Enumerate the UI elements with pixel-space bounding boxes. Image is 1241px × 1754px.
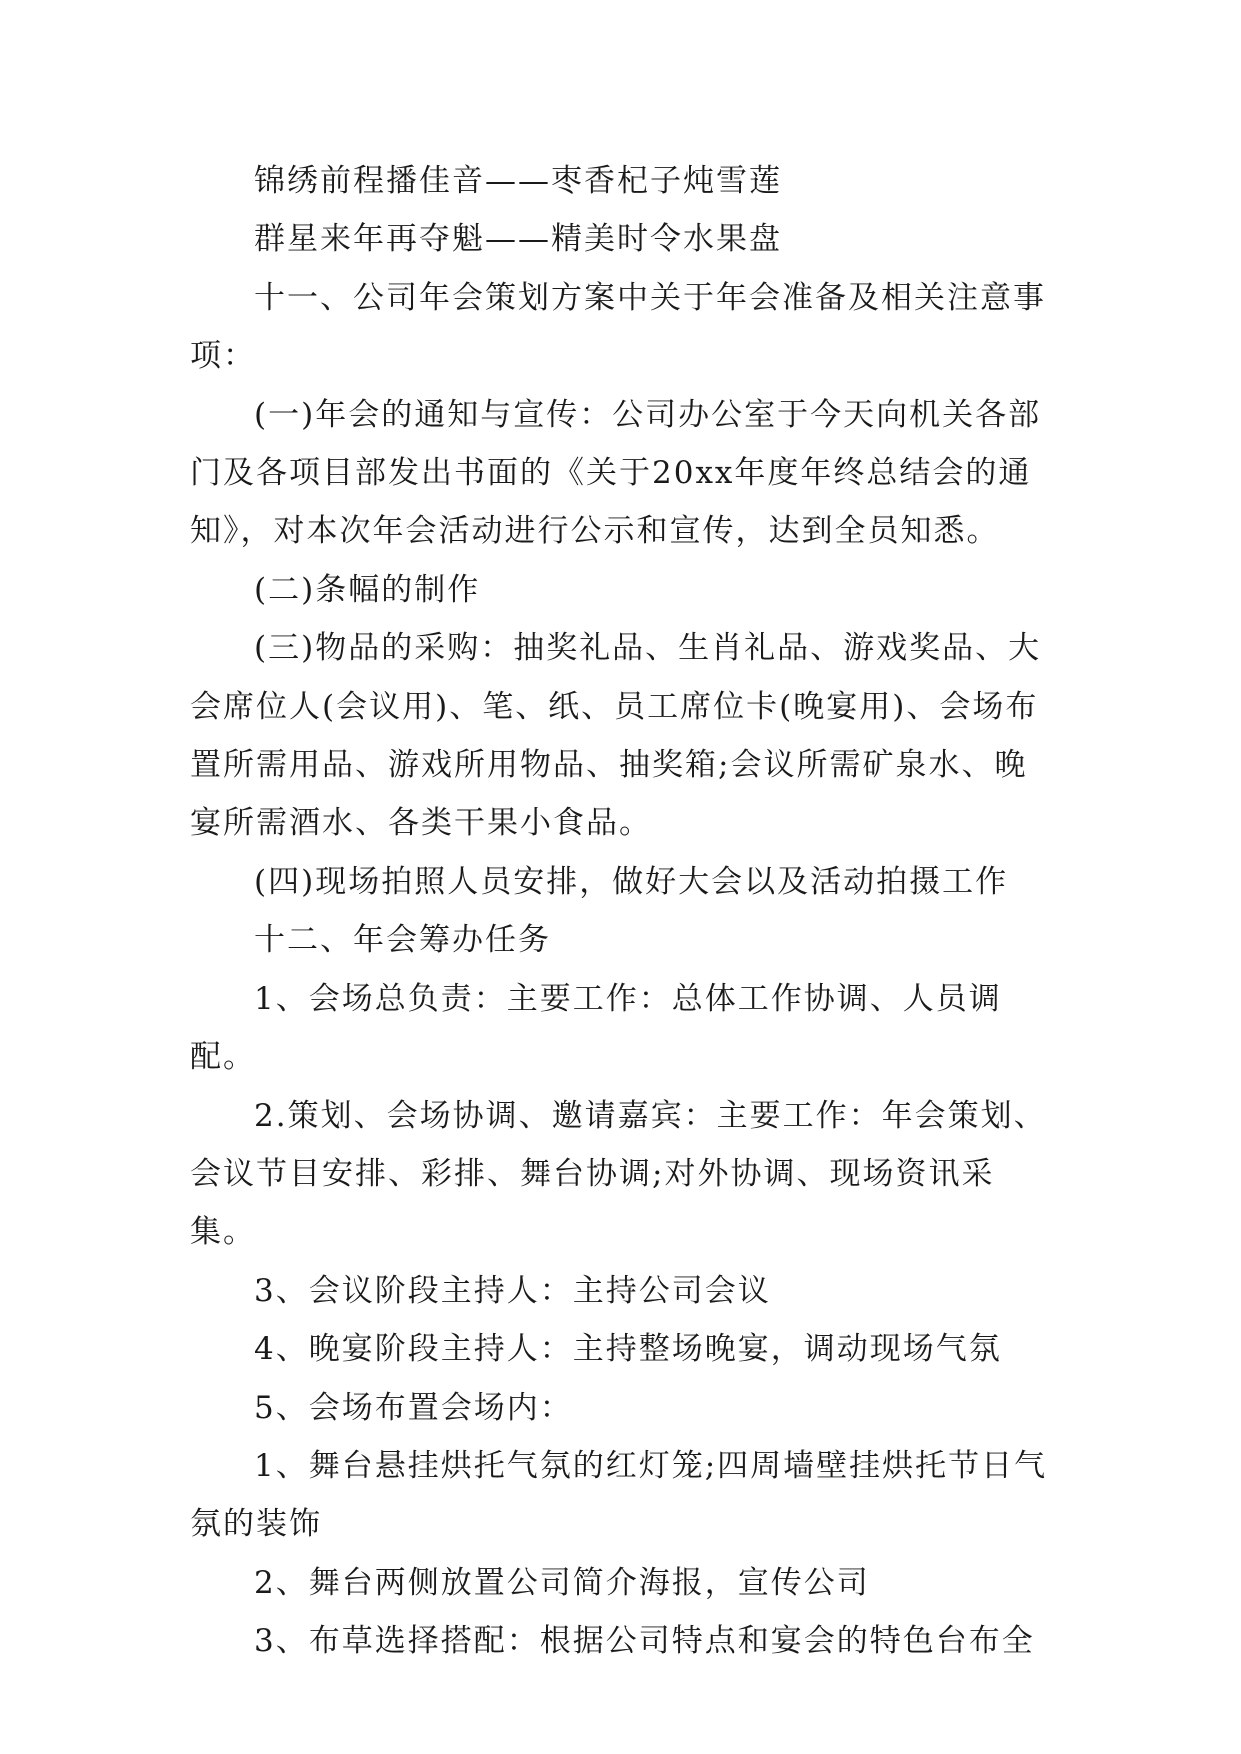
paragraph: 群星来年再夺魁——精美时令水果盘: [254, 221, 782, 258]
paragraph: (四)现场拍照人员安排，做好大会以及活动拍摄工作: [254, 863, 1009, 900]
list-item: 1、舞台悬挂烘托气氛的红灯笼;四周墙壁挂烘托节日气氛的装饰: [190, 1447, 1048, 1543]
list-item: 2、舞台两侧放置公司简介海报，宣传公司: [254, 1564, 870, 1601]
section-heading: 十一、公司年会策划方案中关于年会准备及相关注意事项：: [190, 279, 1046, 375]
paragraph: 锦绣前程播佳音——枣香杞子炖雪莲: [254, 163, 782, 199]
paragraph: (三)物品的采购：抽奖礼品、生肖礼品、游戏奖品、大会席位人(会议用)、笔、纸、员工席位卡(晚宴用)、会场布置所需用品、游戏所用物品、抽奖箱;会议所需矿泉水、晚宴所需酒水、各类干果小食品。: [190, 630, 1042, 842]
list-item: 5、会场布置会场内：: [254, 1389, 573, 1426]
list-item: 3、布草选择搭配：根据公司特点和宴会的特色台布全: [254, 1623, 1035, 1660]
paragraph: (一)年会的通知与宣传：公司办公室于今天向机关各部门及各项目部发出书面的《关于20xx年度年终总结会的通知》，对本次年会活动进行公示和宣传，达到全员知悉。: [190, 396, 1042, 550]
list-item: 2.策划、会场协调、邀请嘉宾：主要工作：年会策划、会议节目安排、彩排、舞台协调;对外协调、现场资讯采集。: [190, 1097, 1047, 1251]
list-item: 3、会议阶段主持人：主持公司会议: [254, 1272, 771, 1309]
paragraph: (二)条幅的制作: [254, 571, 481, 608]
list-item: 4、晚宴阶段主持人：主持整场晚宴，调动现场气氛: [254, 1331, 1002, 1368]
document-body: [190, 152, 1060, 1671]
section-heading: 十二、年会筹办任务: [254, 922, 551, 959]
list-item: 1、会场总负责：主要工作：总体工作协调、人员调配。: [190, 980, 1002, 1076]
